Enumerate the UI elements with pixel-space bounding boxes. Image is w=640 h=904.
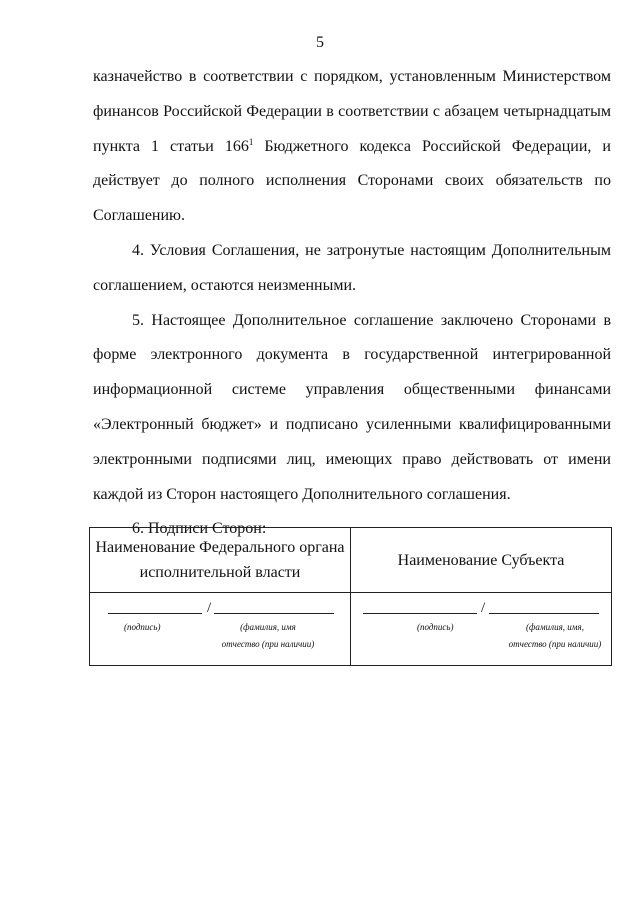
federal-body-header: Наименование Федерального органа исполнительной власти	[90, 528, 351, 593]
federal-name-caption	[210, 619, 326, 653]
subject-signature-slash: /	[481, 600, 486, 616]
subject-signature-caption: (подпись)	[417, 622, 454, 632]
subject-signature-cell	[351, 593, 612, 666]
signature-table-sign-row	[90, 593, 612, 666]
federal-body-signature-cell	[90, 593, 351, 666]
subject-name-caption-line2: отчество (при наличии)	[508, 639, 602, 649]
paragraph-5-electronic-form: 5. Настоящее Дополнительное соглашение заключено Сторонами в форме электронного документа в государственной интегрированной информационной системе управления общественными финансами «Электронный бюджет» и подписано усиленными квалифицированными электронными подписями лиц, имеющих право действовать от имени каждой из Сторон настоящего Дополнительного соглашения.	[93, 311, 611, 503]
federal-signature-slash: /	[207, 600, 212, 616]
federal-signature-line	[108, 613, 202, 614]
federal-name-caption-line2: отчество (при наличии)	[221, 639, 315, 649]
paragraph-treasury	[93, 60, 611, 234]
signature-table-header-row	[90, 528, 612, 593]
subject-header: Наименование Субъекта	[351, 528, 612, 593]
paragraph-4-conditions: 4. Условия Соглашения, не затронутые настоящим Дополнительным соглашением, остаются неизменными.	[93, 241, 611, 294]
subject-name-caption-line1: (фамилия, имя,	[526, 622, 584, 632]
subject-signature-line	[363, 613, 477, 614]
paragraph-treasury-text-end: Бюджетного кодекса Российской Федерации, и действует до полного исполнения Сторонами своих обязательств по Соглашению.	[93, 137, 611, 225]
paragraph-6-signatures: 6. Подписи Сторон:	[132, 520, 267, 538]
subject-name-line	[489, 613, 599, 614]
federal-name-line	[214, 613, 334, 614]
federal-signature-caption: (подпись)	[124, 622, 161, 632]
page-number: 5	[316, 34, 324, 51]
paragraph-treasury-text: казначейство в соответствии с порядком, установленным Министерством финансов Российской Федерации в соответствии с абзацем четырнадцатым пункта 1 статьи 166	[93, 68, 611, 155]
signature-table	[89, 527, 612, 666]
document-body	[93, 60, 611, 547]
federal-name-caption-line1: (фамилия, имя	[240, 622, 296, 632]
subject-name-caption	[499, 619, 611, 653]
footnote-superscript: 1	[248, 136, 254, 147]
